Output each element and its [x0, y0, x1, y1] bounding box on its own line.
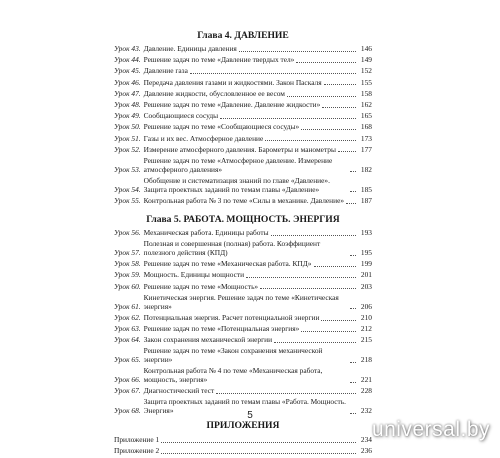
lesson-number: Урок 66.: [114, 375, 141, 385]
lesson-number: Урок 48.: [114, 99, 141, 109]
entry-title: Кинетическая энергия. Решение задач по теме «Кинетическая энергия»: [143, 292, 339, 311]
entry-page-number: 162: [360, 99, 372, 109]
dot-leader: [350, 171, 356, 172]
entry-title: Решение задач по теме «Сообщающиеся сосуды»: [143, 122, 300, 132]
entry-page-number: 168: [360, 122, 372, 132]
chapter-5-list: [114, 229, 372, 416]
entry-title: Защита проектных заданий по темам главы «Работа. Мощность. Энергия»: [143, 397, 347, 416]
entry-title: Газы и их вес. Атмосферное давление: [143, 133, 264, 143]
dot-leader: [287, 96, 356, 97]
toc-entry: [114, 283, 372, 292]
dot-leader: [190, 73, 356, 74]
entry-page-number: 228: [360, 386, 372, 396]
lesson-number: Урок 67.: [114, 386, 141, 396]
entry-title: Закон сохранения механической энергии: [143, 335, 273, 345]
toc-entry: [114, 436, 372, 445]
dot-leader: [260, 288, 356, 289]
dot-leader: [246, 277, 356, 278]
lesson-number: Урок 60.: [114, 281, 141, 291]
lesson-number: Урок 64.: [114, 335, 141, 345]
entry-page-number: 165: [360, 111, 372, 121]
lesson-number: Урок 45.: [114, 66, 141, 76]
chapter-4-list: [114, 45, 372, 206]
toc-entry: [114, 367, 372, 385]
entry-title: Контрольная работа № 3 по теме «Силы в механике. Давление»: [143, 195, 345, 205]
entry-title: Решение задач по теме «Давление. Давление жидкости»: [143, 99, 321, 109]
dot-leader: [274, 342, 356, 343]
dot-leader: [239, 51, 356, 52]
entry-page-number: 206: [360, 301, 372, 311]
lesson-number: Урок 46.: [114, 77, 141, 87]
toc-entry: [114, 260, 372, 269]
entry-title: Давление жидкости, обусловленное ее весом: [143, 88, 285, 98]
toc-entry: [114, 157, 372, 175]
entry-page-number: 187: [360, 195, 372, 205]
dot-leader: [296, 62, 356, 63]
entry-page-number: 199: [360, 259, 372, 269]
dot-leader: [314, 266, 357, 267]
lesson-number: Урок 62.: [114, 312, 141, 322]
entry-page-number: 195: [360, 248, 372, 258]
dot-leader: [324, 84, 356, 85]
toc-entry: [114, 271, 372, 280]
toc-entry: [114, 347, 372, 365]
lesson-number: Урок 65.: [114, 355, 141, 365]
toc-entry: [114, 336, 372, 345]
entry-page-number: 152: [360, 66, 372, 76]
lesson-number: Урок 59.: [114, 270, 141, 280]
toc-entry: [114, 229, 372, 238]
entry-title: Приложение 1: [114, 435, 160, 445]
dot-leader: [322, 107, 356, 108]
entry-title: Решение задач по теме «Потенциальная энергия»: [143, 323, 300, 333]
lesson-number: Урок 57.: [114, 248, 141, 258]
dot-leader: [271, 235, 356, 236]
entry-title: Измерение атмосферного давления. Барометры и манометры: [143, 144, 336, 154]
dot-leader: [350, 255, 356, 256]
dot-leader: [216, 393, 356, 394]
entry-page-number: 218: [360, 355, 372, 365]
appendices-heading: ПРИЛОЖЕНИЯ: [206, 420, 280, 432]
dot-leader: [220, 118, 356, 119]
toc-entry: [114, 123, 372, 132]
toc-entry: [114, 56, 372, 65]
toc-entry: [114, 447, 372, 456]
lesson-number: Урок 55.: [114, 195, 141, 205]
lesson-number: Урок 63.: [114, 323, 141, 333]
toc-entry: [114, 67, 372, 76]
dot-leader: [161, 442, 356, 443]
lesson-number: Урок 47.: [114, 88, 141, 98]
entry-title: Решение задач по теме «Мощность»: [143, 281, 259, 291]
entry-page-number: 177: [360, 144, 372, 154]
entry-page-number: 193: [360, 228, 372, 238]
entry-page-number: 201: [360, 270, 372, 280]
entry-title: Решение задач по теме «Закон сохранения механической энергии»: [143, 346, 323, 365]
dot-leader: [350, 362, 356, 363]
entry-page-number: 185: [360, 184, 372, 194]
entry-page-number: 149: [360, 55, 372, 65]
entry-page-number: 182: [360, 164, 372, 174]
entry-page-number: 173: [360, 133, 372, 143]
toc-entry: [114, 240, 372, 258]
entry-page-number: 234: [360, 435, 372, 445]
lesson-number: Урок 52.: [114, 144, 141, 154]
entry-title: Приложение 2: [114, 446, 160, 456]
toc-entry: [114, 146, 372, 155]
chapter-5-heading: Глава 5. РАБОТА. МОЩНОСТЬ. ЭНЕРГИЯ: [146, 214, 340, 226]
entry-title: Диагностический тест: [143, 386, 215, 396]
entry-title: Обобщение и систематизация знаний по главе «Давление». Защита проектных заданий по темам главы «Давление»: [143, 175, 330, 194]
toc-entry: [114, 112, 372, 121]
entry-page-number: 155: [360, 77, 372, 87]
entry-page-number: 221: [360, 375, 372, 385]
toc-entry: [114, 135, 372, 144]
dot-leader: [350, 308, 356, 309]
lesson-number: Урок 51.: [114, 133, 141, 143]
watermark-logo: universal.by: [371, 418, 490, 441]
lesson-number: Урок 58.: [114, 259, 141, 269]
toc-entry: [114, 314, 372, 323]
dot-leader: [338, 151, 356, 152]
lesson-number: Урок 53.: [114, 164, 141, 174]
toc-entry: [114, 387, 372, 396]
entry-page-number: 210: [360, 312, 372, 322]
table-of-contents: [114, 30, 372, 458]
entry-title: Контрольная работа № 4 по теме «Механическая работа, мощность, энергия»: [143, 366, 323, 385]
lesson-number: Урок 61.: [114, 301, 141, 311]
dot-leader: [301, 129, 356, 130]
entry-title: Передача давления газами и жидкостями. Закон Паскаля: [143, 77, 322, 87]
chapter-4-heading: Глава 4. ДАВЛЕНИЕ: [197, 30, 289, 41]
dot-leader: [321, 320, 356, 321]
lesson-number: Урок 50.: [114, 122, 141, 132]
entry-page-number: 215: [360, 335, 372, 345]
dot-leader: [346, 203, 356, 204]
toc-entry: [114, 45, 372, 54]
toc-entry: [114, 177, 372, 195]
entry-title: Полезная и совершенная (полная) работа. Коэффициент полезного действия (КПД): [143, 239, 321, 258]
dot-leader: [350, 382, 356, 383]
lesson-number: Урок 68.: [114, 406, 141, 416]
dot-leader: [265, 140, 356, 141]
entry-page-number: 158: [360, 88, 372, 98]
toc-entry: [114, 197, 372, 206]
entry-title: Решение задач по теме «Атмосферное давление. Измерение атмосферного давления»: [143, 155, 333, 174]
lesson-number: Урок 43.: [114, 44, 141, 53]
entry-title: Давление газа: [143, 66, 188, 76]
dot-leader: [161, 453, 356, 454]
entry-title: Потенциальная энергия. Расчет потенциальной энергии: [143, 312, 320, 322]
lesson-number: Урок 56.: [114, 228, 141, 238]
toc-entry: [114, 294, 372, 312]
lesson-number: Урок 54.: [114, 184, 141, 194]
entry-title: Давление. Единицы давления: [143, 44, 237, 53]
entry-title: Решение задач по теме «Давление твердых тел»: [143, 55, 295, 65]
entry-page-number: 232: [360, 406, 372, 416]
entry-title: Сообщающиеся сосуды: [143, 111, 219, 121]
entry-page-number: 212: [360, 323, 372, 333]
entry-page-number: 236: [360, 446, 372, 456]
toc-entry: [114, 325, 372, 334]
toc-entry: [114, 90, 372, 99]
entry-title: Механическая работа. Единицы работы: [143, 228, 269, 238]
appendices-list: [114, 436, 372, 456]
toc-entry: [114, 101, 372, 110]
lesson-number: Урок 49.: [114, 111, 141, 121]
entry-page-number: 203: [360, 281, 372, 291]
page-number: 5: [247, 410, 253, 421]
entry-title: Решение задач по теме «Механическая работа. КПД»: [143, 259, 312, 269]
dot-leader: [301, 331, 356, 332]
dot-leader: [350, 191, 356, 192]
toc-entry: [114, 79, 372, 88]
entry-title: Мощность. Единицы мощности: [143, 270, 245, 280]
entry-page-number: 146: [360, 44, 372, 53]
lesson-number: Урок 44.: [114, 55, 141, 65]
